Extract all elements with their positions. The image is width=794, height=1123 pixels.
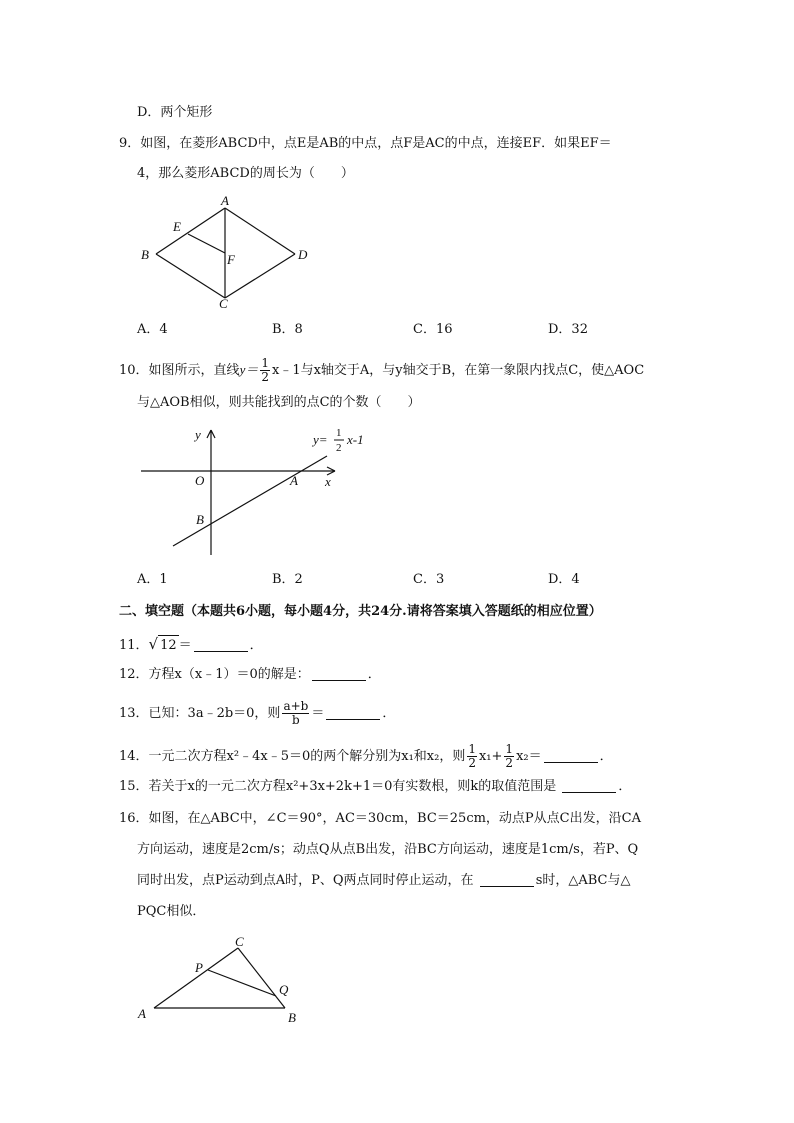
label-B: B	[288, 1010, 296, 1025]
axis-label-y: y	[195, 427, 201, 442]
q16-line1	[119, 809, 641, 829]
q14-end: ．	[599, 749, 613, 764]
x-arrow	[327, 467, 335, 471]
q13-pre: 已知：3a﹣2b＝0，则	[148, 706, 281, 721]
label-B: B	[196, 512, 204, 527]
label-C: C	[219, 296, 228, 311]
q9-number: 9．	[119, 136, 141, 151]
q9-option-d: D．32	[548, 322, 588, 337]
q14-number: 14．	[119, 749, 149, 764]
segment-EF	[188, 234, 225, 253]
label-B: B	[141, 247, 149, 262]
edge-CD	[225, 254, 295, 298]
q15-answer-blank[interactable]	[562, 778, 616, 793]
q9-rhombus-figure	[130, 190, 330, 315]
q10-y-eq: y＝	[239, 362, 259, 377]
q12	[119, 665, 381, 685]
q13-fraction	[282, 700, 309, 727]
q14-eq: ＝	[528, 749, 542, 764]
q12-end: ．	[367, 667, 381, 682]
q11-answer-blank[interactable]	[194, 637, 248, 652]
q14-pre: 一元二次方程x²﹣4x﹣5＝0的两个解分别为x₁和x₂，则	[148, 749, 466, 764]
q16-line2: 方向运动，速度是2cm/s；动点Q从点B出发，沿BC方向运动，速度是1cm/s，若P、Q	[137, 842, 639, 857]
eq-post: x-1	[347, 432, 364, 447]
q13-num: a+b	[283, 699, 309, 713]
q9-option-b: B．8	[272, 322, 303, 337]
q15-text: 若关于x的一元二次方程x²+3x+2k+1＝0有实数根，则k的取值范围是	[148, 779, 557, 794]
q10-frac-den: 2	[261, 370, 269, 384]
q13-answer-blank[interactable]	[326, 705, 380, 720]
q12-number: 12．	[119, 667, 149, 682]
q13-eq: ＝	[311, 706, 325, 721]
q10-option-d: D．4	[548, 572, 580, 587]
q12-text: 方程x（x﹣1）＝0的解是：	[148, 667, 310, 682]
q13	[119, 700, 395, 727]
q10-number: 10．	[119, 363, 149, 378]
q11-radicand: 12	[158, 635, 179, 656]
label-P: P	[195, 960, 203, 975]
label-C: C	[235, 934, 244, 949]
q14-f1-num: 1	[468, 742, 476, 756]
q9-line1	[119, 134, 612, 154]
q16-triangle-figure	[130, 930, 310, 1030]
eq-den: 2	[336, 442, 342, 454]
y-arrow-b	[211, 430, 215, 438]
q10-option-c: C．3	[413, 572, 445, 587]
q16-text-1: 如图，在△ABC中，∠C＝90°，AC＝30cm，BC＝25cm，动点P从点C出发，沿CA	[148, 811, 641, 826]
label-Q: Q	[279, 982, 289, 997]
section-title: 二、填空题（本题共6小题，每小题4分，共24分.请将答案填入答题纸的相应位置）	[119, 604, 602, 619]
q10-graph-figure	[135, 420, 375, 560]
q9-line2: 4，那么菱形ABCD的周长为（ ）	[137, 166, 354, 181]
q16-text-3b: s时，△ABC与△	[535, 873, 631, 888]
q11	[119, 634, 263, 656]
sqrt-icon: √	[148, 635, 159, 653]
q14-f2-den: 2	[505, 756, 514, 770]
q14-fraction-1	[467, 743, 477, 770]
eq-y: y=	[313, 432, 328, 447]
edge-CB	[238, 948, 285, 1008]
label-E: E	[173, 219, 181, 234]
q15-number: 15．	[119, 779, 149, 794]
q10-text-pre: 如图所示，直线	[148, 363, 240, 378]
q13-den: b	[292, 713, 300, 727]
q9-option-a: A．4	[137, 322, 168, 337]
y-arrow	[207, 430, 211, 438]
q14	[119, 743, 613, 770]
q16-line4: PQC相似．	[137, 904, 206, 919]
q14-x2: x₂	[516, 749, 529, 764]
edge-AD	[225, 208, 295, 254]
edge-BC	[156, 254, 225, 298]
label-D: D	[298, 247, 308, 262]
q16-answer-blank[interactable]	[480, 872, 534, 887]
q9-option-c: C．16	[413, 322, 453, 337]
q10-fraction	[260, 357, 270, 384]
graph-line	[173, 456, 327, 546]
q14-f2-num: 1	[505, 742, 514, 756]
q12-answer-blank[interactable]	[312, 666, 366, 681]
q10-text-post: x﹣1与x轴交于A，与y轴交于B，在第一象限内找点C，使△AOC	[271, 363, 645, 378]
label-A: A	[290, 473, 298, 488]
label-A: A	[221, 193, 229, 208]
q10-line1	[119, 357, 644, 384]
q14-plus: +	[491, 749, 503, 764]
q8-option-d: D．两个矩形	[137, 105, 213, 120]
q14-f1-den: 2	[468, 756, 476, 770]
q14-fraction-2	[504, 743, 514, 770]
eq-num: 1	[336, 427, 342, 439]
q10-line2: 与△AOB相似，则共能找到的点C的个数（ ）	[137, 395, 421, 410]
q9-text-1: 如图，在菱形ABCD中，点E是AB的中点，点F是AC的中点，连接EF．如果EF＝	[140, 136, 612, 151]
q15	[119, 777, 631, 797]
q16-number: 16．	[119, 811, 149, 826]
q16-text-3a: 同时出发，点P运动到点A时，P、Q两点同时停止运动，在	[137, 873, 474, 888]
label-F: F	[227, 252, 235, 267]
edge-AC	[154, 948, 238, 1008]
q16-line3	[137, 871, 630, 891]
q14-answer-blank[interactable]	[544, 748, 598, 763]
label-A: A	[138, 1006, 146, 1021]
axis-label-x: x	[325, 474, 331, 489]
q13-number: 13．	[119, 706, 149, 721]
q11-eq: ＝	[178, 638, 192, 653]
q13-end: ．	[382, 706, 396, 721]
q11-number: 11．	[119, 638, 149, 653]
q11-end: ．	[249, 638, 263, 653]
q14-x1: x₁	[478, 749, 492, 764]
q10-frac-num: 1	[261, 356, 269, 370]
q10-option-b: B．2	[272, 572, 303, 587]
q15-end: ．	[618, 779, 632, 794]
q10-option-a: A．1	[137, 572, 168, 587]
label-O: O	[195, 473, 205, 488]
